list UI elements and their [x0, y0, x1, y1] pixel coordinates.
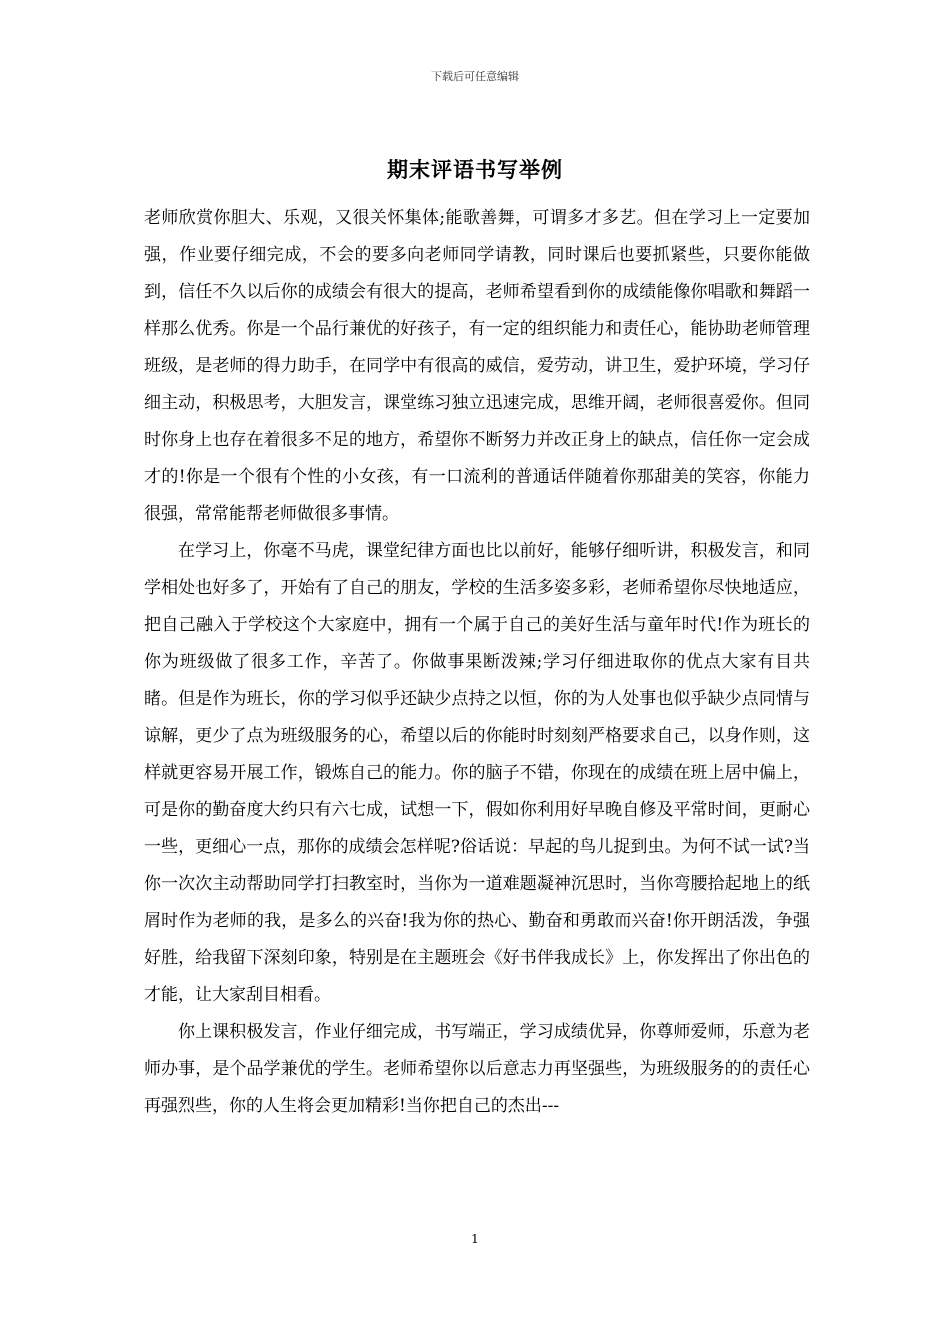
paragraph-1: 老师欣赏你胆大、乐观，又很关怀集体;能歌善舞，可谓多才多艺。但在学习上一定要加强，作业要仔细完成，不会的要多向老师同学请教，同时课后也要抓紧些，只要你能做到，信任不久以后你的成绩会有很大的提高，老师希望看到你的成绩能像你唱歌和舞蹈一样那么优秀。你是一个品行兼优的好孩子，有一定的组织能力和责任心，能协助老师管理班级，是老师的得力助手，在同学中有很高的威信，爱劳动，讲卫生，爱护环境，学习仔细主动，积极思考，大胆发言，课堂练习独立迅速完成，思维开阔，老师很喜爱你。但同时你身上也存在着很多不足的地方，希望你不断努力并改正身上的缺点，信任你一定会成才的!你是一个很有个性的小女孩，有一口流利的普通话伴随着你那甜美的笑容，你能力很强，常常能帮老师做很多事情。 [144, 208, 810, 524]
header-note: 下载后可任意编辑 [431, 70, 519, 83]
paragraph-2: 在学习上，你毫不马虎，课堂纪律方面也比以前好，能够仔细听讲，积极发言，和同学相处也好多了，开始有了自己的朋友，学校的生活多姿多彩，老师希望你尽快地适应，把自己融入于学校这个大家庭中，拥有一个属于自己的美好生活与童年时代!作为班长的你为班级做了很多工作，辛苦了。你做事果断泼辣;学习仔细进取你的优点大家有目共睹。但是作为班长，你的学习似乎还缺少点持之以恒，你的为人处事也似乎缺少点同情与谅解，更少了点为班级服务的心，希望以后的你能时时刻刻严格要求自己，以身作则，这样就更容易开展工作，锻炼自己的能力。你的脑子不错，你现在的成绩在班上居中偏上，可是你的勤奋度大约只有六七成，试想一下，假如你利用好早晚自修及平常时间，更耐心一些，更细心一点，那你的成绩会怎样呢?俗话说：早起的鸟儿捉到虫。为何不试一试?当你一次次主动帮助同学打扫教室时，当你为一道难题凝神沉思时，当你弯腰拾起地上的纸屑时作为老师的我，是多么的兴奋!我为你的热心、勤奋和勇敢而兴奋!你开朗活泼，争强好胜，给我留下深刻印象，特别是在主题班会《好书伴我成长》上，你发挥出了你出色的才能，让大家刮目相看。 [144, 541, 810, 1005]
paragraph-3: 你上课积极发言，作业仔细完成，书写端正，学习成绩优异，你尊师爱师，乐意为老师办事，是个品学兼优的学生。老师希望你以后意志力再坚强些，为班级服务的的责任心再强烈些，你的人生将会更加精彩!当你把自己的杰出--- [144, 1022, 810, 1116]
document-body [144, 200, 810, 1125]
page-title: 期末评语书写举例 [387, 157, 563, 182]
page-number: 1 [471, 1232, 479, 1246]
